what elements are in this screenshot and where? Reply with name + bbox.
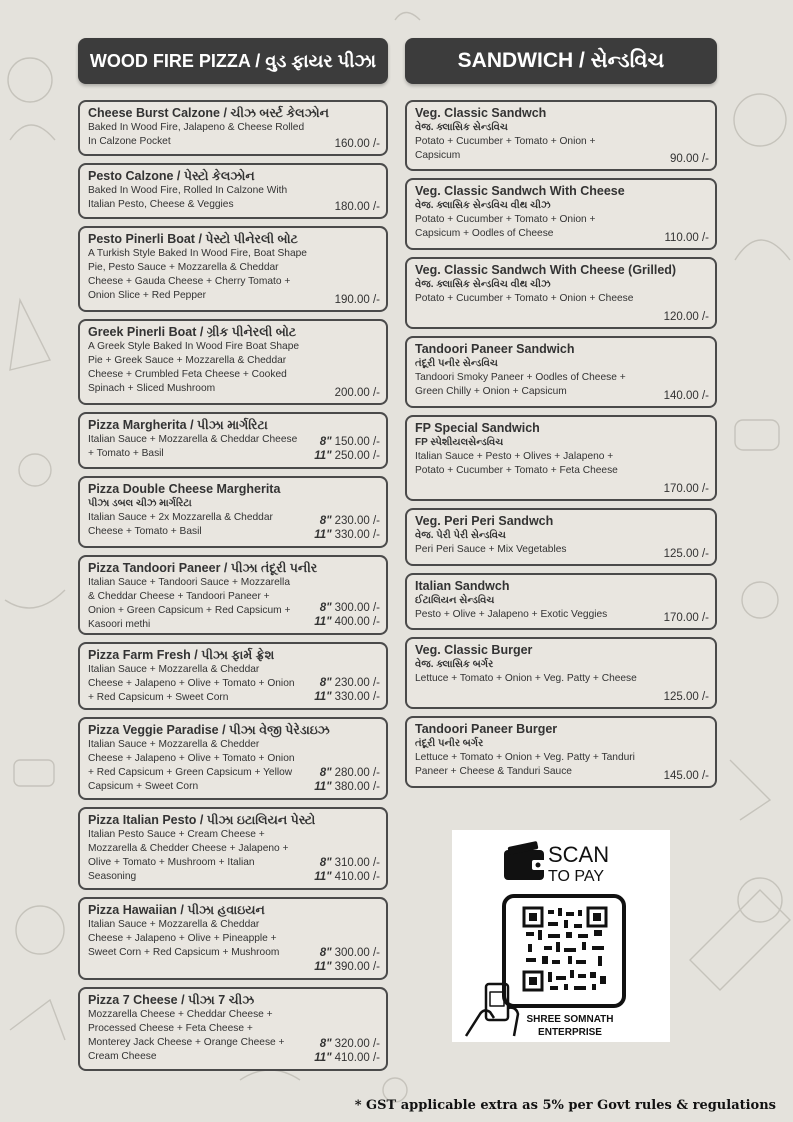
size-small-label: 8": [319, 436, 332, 448]
price-large: 410.00 /-: [334, 1052, 380, 1064]
pizza-list: [78, 100, 388, 1071]
item-title: Pizza Double Cheese Margherita: [88, 482, 281, 496]
menu-item: [78, 987, 388, 1071]
item-title-gujarati: વેજ. પેરી પેરી સેન્ડવિચ: [415, 530, 506, 541]
item-title: Pesto Pinerli Boat / પેસ્ટો પીનેરલી બોટ: [88, 232, 298, 246]
merchant-name-line2: ENTERPRISE: [538, 1027, 602, 1038]
item-price: 140.00 /-: [663, 390, 709, 402]
size-large-label: 11": [314, 450, 332, 462]
item-price: 190.00 /-: [334, 294, 380, 306]
item-description: Italian Sauce + Pesto + Olives + Jalapeno + Potato + Cucumber + Tomato + Feta Cheese: [415, 451, 618, 476]
price-small: 300.00 /-: [334, 947, 380, 959]
size-large-label: 11": [314, 529, 332, 541]
item-description: Potato + Cucumber + Tomato + Onion + Cheese: [415, 293, 634, 304]
item-size-prices: [314, 435, 380, 463]
price-small: 300.00 /-: [334, 602, 380, 614]
item-title-gujarati: વેજ. ક્લાસિક બર્ગર: [415, 659, 494, 670]
menu-item: [405, 508, 717, 566]
item-title: Cheese Burst Calzone / ચીઝ બર્સ્ટ કેલઝોન: [88, 106, 329, 120]
item-description: Baked In Wood Fire, Jalapeno & Cheese Rolled In Calzone Pocket: [88, 122, 305, 147]
item-description: Lettuce + Tomato + Onion + Veg. Patty + Cheese: [415, 673, 637, 684]
menu-item: [78, 807, 388, 890]
item-description: Pesto + Olive + Jalapeno + Exotic Veggies: [415, 609, 608, 620]
item-price: 170.00 /-: [663, 612, 709, 624]
item-title: Veg. Peri Peri Sandwch: [415, 514, 554, 528]
item-size-prices: [314, 856, 380, 884]
item-title: Pizza Italian Pesto / પીઝા ઇટાલિયન પેસ્ટો: [88, 813, 316, 827]
size-large-label: 11": [314, 961, 332, 973]
item-description: Potato + Cucumber + Tomato + Onion + Capsicum + Oodles of Cheese: [415, 214, 596, 239]
item-title: Pizza Hawaiian / પીઝા હવાઇયન: [88, 903, 265, 917]
size-large-label: 11": [314, 1052, 332, 1064]
item-size-prices: [314, 946, 380, 974]
item-price: 125.00 /-: [663, 548, 709, 560]
item-price: 90.00 /-: [670, 153, 709, 165]
item-title-gujarati: વેજ. ક્લાસિક સેન્ડવિચ વીથ ચીઝ: [415, 279, 551, 290]
item-size-prices: [314, 1037, 380, 1065]
item-title: Pizza Tandoori Paneer / પીઝા તંદૂરી પનીર: [88, 561, 318, 575]
item-title: Veg. Classic Sandwch: [415, 106, 547, 120]
size-small-label: 8": [319, 1038, 332, 1050]
item-title: Greek Pinerli Boat / ગ્રીક પીનેરલી બોટ: [88, 325, 297, 339]
menu-item: [405, 573, 717, 630]
item-title: FP Special Sandwich: [415, 421, 540, 435]
menu-item: [78, 100, 388, 156]
item-description: Baked In Wood Fire, Rolled In Calzone With Italian Pesto, Cheese & Veggies: [88, 185, 288, 210]
item-title-gujarati: વેજ. ક્લાસિક સેન્ડવિચ વીથ ચીઝ: [415, 200, 551, 211]
menu-item: [78, 163, 388, 219]
item-title: Pizza Veggie Paradise / પીઝા વેજી પેરેડાઇઝ: [88, 723, 330, 737]
to-pay-text: TO PAY: [548, 868, 605, 885]
item-size-prices: [314, 514, 380, 542]
price-small: 230.00 /-: [334, 677, 380, 689]
pizza-heading: WOOD FIRE PIZZA / વુડ ફાયર પીઝા: [78, 38, 388, 84]
item-title: Pesto Calzone / પેસ્ટો કેલઝોન: [88, 169, 255, 183]
item-description: Italian Sauce + Tandoori Sauce + Mozzarella & Cheddar Cheese + Tandoori Paneer + Onion + Green Capsicum + Red Capsicum + Kasoori methi: [88, 577, 291, 630]
sandwich-list: [405, 100, 717, 788]
item-price: 170.00 /-: [663, 483, 709, 495]
size-small-label: 8": [319, 767, 332, 779]
item-price: 180.00 /-: [334, 201, 380, 213]
price-small: 150.00 /-: [334, 436, 380, 448]
item-title: Veg. Classic Burger: [415, 643, 533, 657]
item-description: Italian Sauce + Mozzarella & Cheddar Cheese + Tomato + Basil: [88, 434, 298, 459]
item-title: Tandoori Paneer Sandwich: [415, 342, 575, 356]
item-title-gujarati: વેજ. ક્લાસિક સેન્ડવિચ: [415, 122, 508, 133]
item-description: A Greek Style Baked In Wood Fire Boat Shape Pie + Greek Sauce + Mozzarella & Cheddar Cheese + Crumbled Feta Cheese + Cooked Spinach + Sliced Mushroom: [88, 341, 300, 394]
menu-item: [78, 319, 388, 405]
size-small-label: 8": [319, 602, 332, 614]
menu-item: [78, 555, 388, 635]
size-large-label: 11": [314, 691, 332, 703]
menu-item: [405, 257, 717, 329]
item-title-gujarati: પીઝા ડબલ ચીઝ માર્ગરિટા: [88, 498, 192, 509]
item-description: Italian Sauce + Mozzarella & Chedder Cheese + Jalapeno + Olive + Tomato + Onion + Red Capsicum + Green Capsicum + Yellow Capsicum + Sweet Corn: [88, 739, 295, 792]
price-small: 310.00 /-: [334, 857, 380, 869]
item-description: Italian Sauce + Mozzarella & Cheddar Cheese + Jalapeno + Olive + Tomato + Onion + Red Capsicum + Sweet Corn: [88, 664, 295, 703]
size-large-label: 11": [314, 781, 332, 793]
sandwich-column: [405, 38, 717, 795]
size-small-label: 8": [319, 857, 332, 869]
pizza-column: [78, 38, 388, 1078]
menu-item: [405, 178, 717, 250]
item-description: Peri Peri Sauce + Mix Vegetables: [415, 544, 567, 555]
item-description: Lettuce + Tomato + Onion + Veg. Patty + Tanduri Paneer + Cheese & Tanduri Sauce: [415, 752, 635, 777]
item-title: Pizza Farm Fresh / પીઝા ફાર્મ ફ્રેશ: [88, 648, 275, 662]
item-description: A Turkish Style Baked In Wood Fire, Boat Shape Pie, Pesto Sauce + Mozzarella & Cheddar Cheese + Gauda Cheese + Cherry Tomato + Onion Slice + Red Pepper: [88, 248, 307, 301]
item-description: Italian Sauce + Mozzarella & Cheddar Cheese + Jalapeno + Olive + Pineapple + Sweet Corn + Red Capsicum + Mushroom: [88, 919, 280, 958]
sandwich-heading: SANDWICH / સેન્ડવિચ: [405, 38, 717, 84]
item-title: Veg. Classic Sandwch With Cheese: [415, 184, 625, 198]
menu-item: [405, 415, 717, 501]
item-title: Veg. Classic Sandwch With Cheese (Grilled): [415, 263, 677, 277]
item-price: 200.00 /-: [334, 387, 380, 399]
menu-item: [78, 226, 388, 312]
size-large-label: 11": [314, 871, 332, 883]
price-large: 380.00 /-: [334, 781, 380, 793]
size-small-label: 8": [319, 947, 332, 959]
item-title-gujarati: તંદૂરી પનીર સેન્ડવિચ: [415, 358, 498, 369]
wallet-icon: [504, 841, 546, 880]
item-price: 125.00 /-: [663, 691, 709, 703]
price-large: 400.00 /-: [334, 616, 380, 628]
item-title: Italian Sandwch: [415, 579, 510, 593]
price-large: 410.00 /-: [334, 871, 380, 883]
item-description: Mozzarella Cheese + Cheddar Cheese + Processed Cheese + Feta Cheese + Monterey Jack Cheese + Orange Cheese + Cream Cheese: [88, 1009, 285, 1062]
menu-item: [78, 717, 388, 800]
item-title-gujarati: FP સ્પેશીયલસેન્ડવિચ: [415, 437, 504, 448]
menu-item: [78, 642, 388, 710]
item-size-prices: [314, 601, 380, 629]
size-large-label: 11": [314, 616, 332, 628]
phone-scan-icon: [466, 984, 518, 1036]
price-large: 250.00 /-: [334, 450, 380, 462]
item-title: Pizza 7 Cheese / પીઝા 7 ચીઝ: [88, 993, 255, 1007]
item-description: Potato + Cucumber + Tomato + Onion + Capsicum: [415, 136, 596, 161]
price-large: 330.00 /-: [334, 529, 380, 541]
qr-code-icon: [522, 906, 608, 992]
item-price: 160.00 /-: [334, 138, 380, 150]
item-size-prices: [314, 766, 380, 794]
item-title: Pizza Margherita / પીઝા માર્ગરિટા: [88, 418, 268, 432]
item-price: 145.00 /-: [663, 770, 709, 782]
menu-item: [405, 100, 717, 171]
scan-text: SCAN: [548, 842, 610, 867]
price-small: 280.00 /-: [334, 767, 380, 779]
menu-item: [405, 716, 717, 788]
menu-item: [405, 336, 717, 408]
item-size-prices: [314, 676, 380, 704]
item-title-gujarati: તંદૂરી પનીર બર્ગર: [415, 738, 484, 749]
menu-item: [78, 897, 388, 980]
menu-item: [78, 412, 388, 469]
scan-to-pay-card: [452, 830, 670, 1042]
item-description: Tandoori Smoky Paneer + Oodles of Cheese + Green Chilly + Onion + Capsicum: [415, 372, 626, 397]
item-title: Tandoori Paneer Burger: [415, 722, 558, 736]
gst-note: * GST applicable extra as 5% per Govt rules & regulations: [354, 1098, 776, 1113]
item-price: 110.00 /-: [664, 232, 709, 244]
menu-item: [405, 637, 717, 709]
merchant-name-line1: SHREE SOMNATH: [526, 1014, 614, 1025]
item-description: Italian Sauce + 2x Mozzarella & Cheddar Cheese + Tomato + Basil: [88, 512, 273, 537]
item-price: 120.00 /-: [663, 311, 709, 323]
price-small: 320.00 /-: [334, 1038, 380, 1050]
item-description: Italian Pesto Sauce + Cream Cheese + Mozzarella & Chedder Cheese + Jalapeno + Olive + Tomato + Mushroom + Italian Seasoning: [88, 829, 289, 882]
price-small: 230.00 /-: [334, 515, 380, 527]
item-title-gujarati: ઈટાલિયન સેન્ડવિચ: [415, 595, 495, 606]
price-large: 330.00 /-: [334, 691, 380, 703]
size-small-label: 8": [319, 677, 332, 689]
size-small-label: 8": [319, 515, 332, 527]
menu-item: [78, 476, 388, 548]
price-large: 390.00 /-: [334, 961, 380, 973]
scan-to-pay-graphic: [452, 830, 670, 1042]
